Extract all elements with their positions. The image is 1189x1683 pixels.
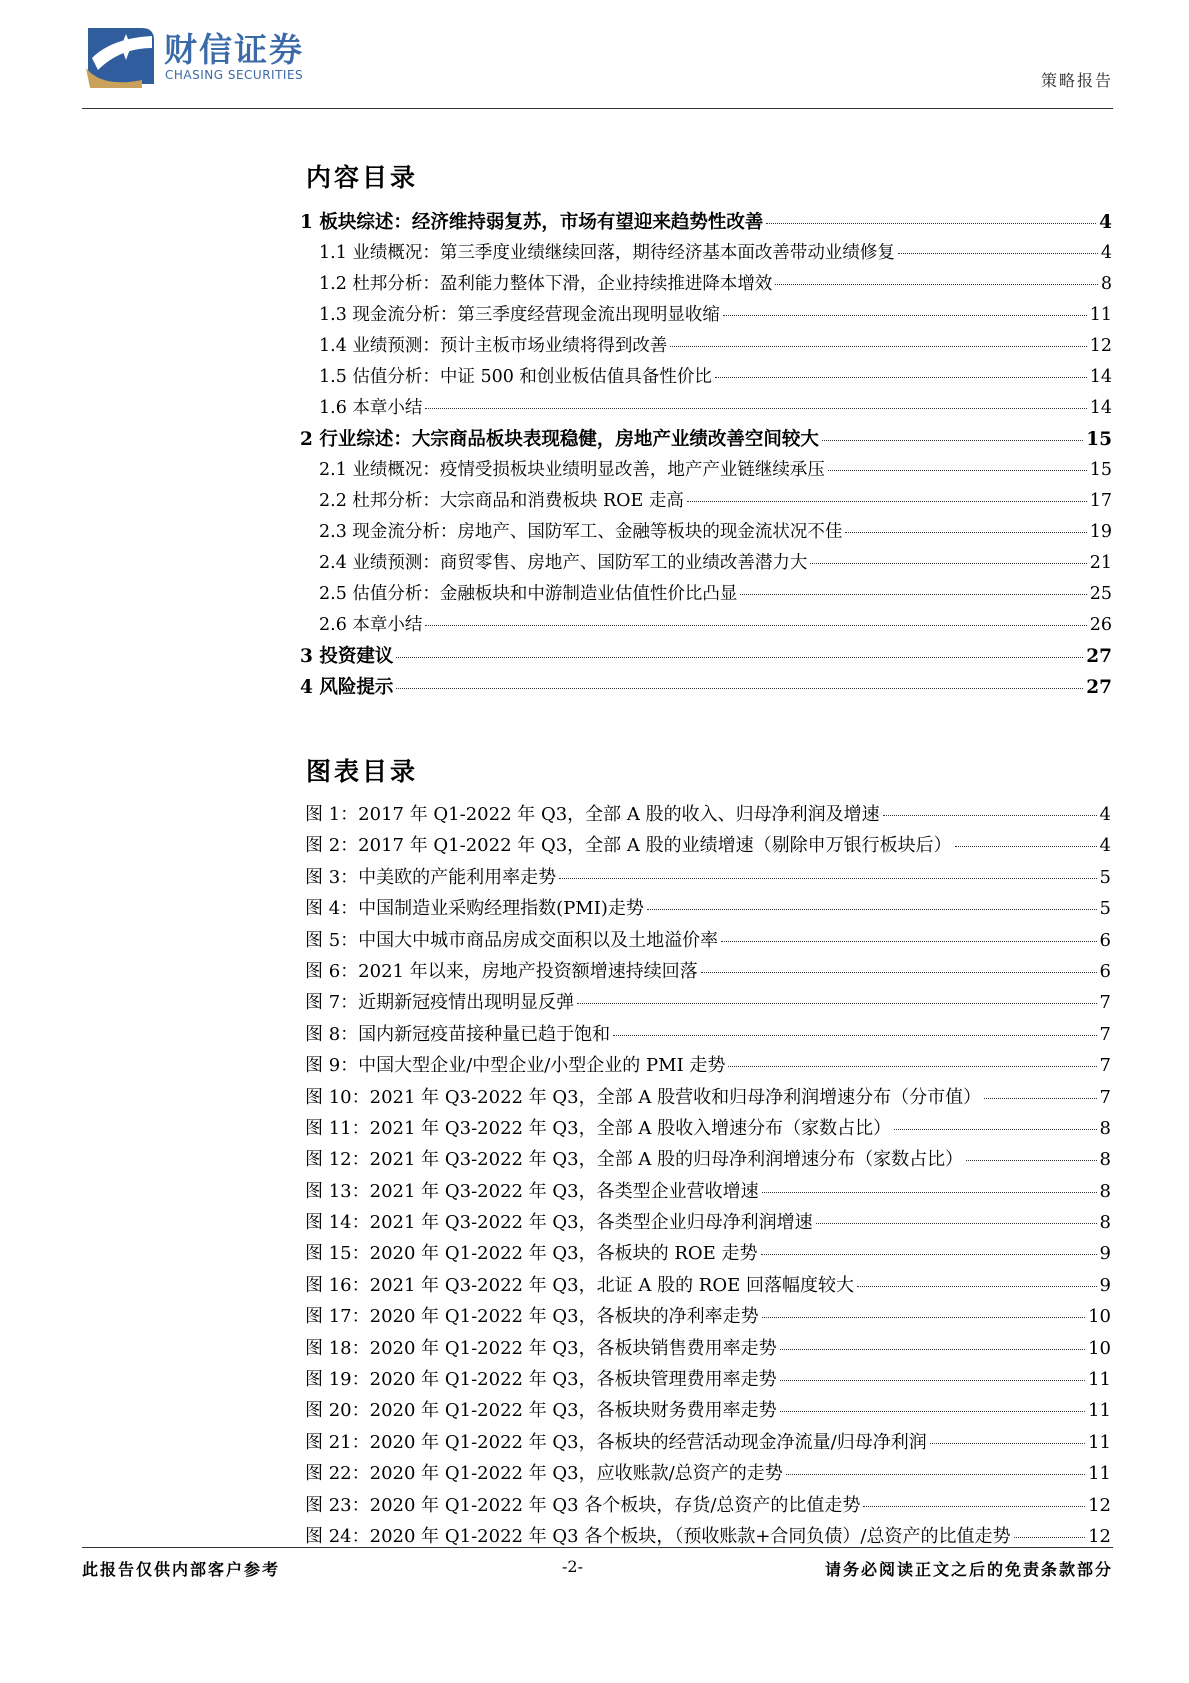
entry-page-number: 15 — [1089, 460, 1112, 480]
dot-leader — [728, 1066, 1096, 1067]
toc-entry[interactable] — [300, 332, 1112, 363]
entry-label: 1.3 现金流分析：第三季度经营现金流出现明显收缩 — [319, 305, 720, 325]
entry-label: 1.6 本章小结 — [319, 398, 423, 418]
dot-leader — [1014, 1537, 1086, 1538]
dot-leader — [775, 284, 1097, 285]
entry-page-number: 4 — [1099, 835, 1111, 857]
dot-leader — [845, 532, 1086, 533]
dot-leader — [559, 878, 1096, 879]
dot-leader — [780, 1349, 1085, 1350]
entry-page-number: 11 — [1088, 1369, 1111, 1391]
figure-entry[interactable] — [305, 957, 1111, 988]
dot-leader — [863, 1506, 1085, 1507]
entry-label: 图 18：2020 年 Q1-2022 年 Q3，各板块销售费用率走势 — [305, 1337, 777, 1359]
entry-label: 图 20：2020 年 Q1-2022 年 Q3，各板块财务费用率走势 — [305, 1400, 777, 1422]
page-header — [82, 14, 1113, 110]
figure-entry[interactable] — [305, 1428, 1111, 1459]
dot-leader — [396, 657, 1083, 658]
dot-leader — [762, 1192, 1097, 1193]
toc-entry[interactable] — [300, 301, 1112, 332]
entry-label: 图 24：2020 年 Q1-2022 年 Q3 各个板块，（预收账款+合同负债）/总资产的比值走势 — [305, 1525, 1011, 1547]
entry-label: 图 12：2021 年 Q3-2022 年 Q3，全部 A 股的归母净利润增速分布（家数占比） — [305, 1149, 964, 1171]
toc-entry[interactable] — [300, 518, 1112, 549]
entry-label: 2.2 杜邦分析：大宗商品和消费板块 ROE 走高 — [319, 491, 684, 511]
entry-page-number: 4 — [1099, 804, 1111, 825]
entry-page-number: 11 — [1088, 1463, 1111, 1485]
toc-title: 内容目录 — [306, 163, 419, 192]
entry-page-number: 5 — [1099, 866, 1111, 888]
figure-entry[interactable] — [305, 1145, 1111, 1176]
entry-label: 图 7：近期新冠疫情出现明显反弹 — [305, 992, 575, 1014]
toc-entry[interactable] — [300, 580, 1112, 611]
dot-leader — [822, 440, 1083, 441]
header-divider — [82, 108, 1113, 109]
entry-page-number: 19 — [1089, 522, 1112, 542]
entry-label: 图 2：2017 年 Q1-2022 年 Q3，全部 A 股的业绩增速（剔除申万银行板块后） — [305, 835, 952, 857]
toc-entry[interactable] — [300, 394, 1112, 425]
toc-entry[interactable] — [300, 549, 1112, 580]
figures-title: 图表目录 — [306, 757, 419, 786]
entry-label: 2.5 估值分析：金融板块和中游制造业估值性价比凸显 — [319, 584, 738, 604]
dot-leader — [955, 846, 1097, 847]
dot-leader — [396, 688, 1083, 689]
entry-page-number: 14 — [1089, 367, 1112, 387]
entry-page-number: 4 — [1099, 212, 1112, 233]
dot-leader — [966, 1160, 1096, 1161]
entry-label: 图 15：2020 年 Q1-2022 年 Q3，各板块的 ROE 走势 — [305, 1243, 758, 1265]
toc-entry[interactable] — [300, 270, 1112, 301]
dot-leader — [766, 223, 1096, 224]
dot-leader — [810, 563, 1086, 564]
entry-page-number: 8 — [1100, 274, 1112, 294]
entry-label: 3 投资建议 — [300, 646, 394, 667]
figure-entry[interactable] — [305, 926, 1111, 957]
entry-page-number: 27 — [1086, 646, 1112, 667]
page-footer — [82, 1551, 1113, 1581]
figure-entry[interactable] — [305, 1177, 1111, 1208]
dot-leader — [723, 315, 1087, 316]
dot-leader — [898, 253, 1098, 254]
entry-label: 2.6 本章小结 — [319, 615, 423, 635]
dot-leader — [984, 1098, 1096, 1099]
entry-label: 图 11：2021 年 Q3-2022 年 Q3，全部 A 股收入增速分布（家数占比） — [305, 1117, 892, 1139]
figure-entry[interactable] — [305, 1051, 1111, 1082]
dot-leader — [425, 408, 1086, 409]
entry-page-number: 10 — [1088, 1337, 1111, 1359]
dot-leader — [687, 501, 1087, 502]
entry-page-number: 10 — [1088, 1306, 1111, 1328]
entry-label: 4 风险提示 — [300, 677, 394, 698]
entry-page-number: 7 — [1099, 1055, 1111, 1077]
entry-label: 图 3：中美欧的产能利用率走势 — [305, 866, 557, 888]
entry-page-number: 14 — [1089, 398, 1112, 418]
entry-label: 图 17：2020 年 Q1-2022 年 Q3，各板块的净利率走势 — [305, 1306, 759, 1328]
figure-entry[interactable] — [305, 1208, 1111, 1239]
entry-label: 图 19：2020 年 Q1-2022 年 Q3，各板块管理费用率走势 — [305, 1369, 777, 1391]
entry-label: 图 16：2021 年 Q3-2022 年 Q3，北证 A 股的 ROE 回落幅度较大 — [305, 1274, 854, 1296]
entry-label: 1.2 杜邦分析：盈利能力整体下滑，企业持续推进降本增效 — [319, 274, 773, 294]
figures-list — [305, 800, 1111, 1553]
dot-leader — [894, 1129, 1096, 1130]
figure-entry[interactable] — [305, 988, 1111, 1019]
figure-entry[interactable] — [305, 1396, 1111, 1427]
figure-entry[interactable] — [305, 1459, 1111, 1490]
report-type: 策略报告 — [1040, 71, 1113, 90]
toc-entry[interactable] — [300, 425, 1112, 456]
dot-leader — [425, 625, 1086, 626]
entry-page-number: 4 — [1100, 243, 1112, 263]
entry-page-number: 6 — [1099, 929, 1111, 951]
figure-entry[interactable] — [305, 1271, 1111, 1302]
dot-leader — [670, 346, 1086, 347]
entry-page-number: 7 — [1099, 1023, 1111, 1045]
entry-label: 2.4 业绩预测：商贸零售、房地产、国防军工的业绩改善潜力大 — [319, 553, 808, 573]
entry-label: 2.3 现金流分析：房地产、国防军工、金融等板块的现金流状况不佳 — [319, 522, 843, 542]
entry-label: 2.1 业绩概况：疫情受损板块业绩明显改善，地产产业链继续承压 — [319, 460, 825, 480]
company-name-cn: 财信证券 — [164, 30, 304, 69]
entry-label: 图 8：国内新冠疫苗接种量已趋于饱和 — [305, 1023, 611, 1045]
toc-entry[interactable] — [300, 642, 1112, 673]
figure-entry[interactable] — [305, 1083, 1111, 1114]
entry-label: 图 14：2021 年 Q3-2022 年 Q3，各类型企业归母净利润增速 — [305, 1212, 813, 1234]
entry-label: 图 10：2021 年 Q3-2022 年 Q3，全部 A 股营收和归母净利润增速分布（分市值） — [305, 1086, 982, 1108]
toc-list — [300, 208, 1112, 704]
dot-leader — [762, 1317, 1085, 1318]
entry-page-number: 12 — [1089, 336, 1112, 356]
entry-page-number: 9 — [1099, 1274, 1111, 1296]
figure-entry[interactable] — [305, 1020, 1111, 1051]
dot-leader — [816, 1223, 1097, 1224]
figure-entry[interactable] — [305, 800, 1111, 831]
entry-label: 1.4 业绩预测：预计主板市场业绩将得到改善 — [319, 336, 668, 356]
entry-label: 图 23：2020 年 Q1-2022 年 Q3 各个板块，存货/总资产的比值走势 — [305, 1494, 861, 1516]
entry-label: 图 9：中国大型企业/中型企业/小型企业的 PMI 走势 — [305, 1055, 726, 1077]
figure-entry[interactable] — [305, 1365, 1111, 1396]
toc-entry[interactable] — [300, 456, 1112, 487]
dot-leader — [715, 377, 1087, 378]
toc-entry[interactable] — [300, 611, 1112, 642]
entry-page-number: 8 — [1099, 1149, 1111, 1171]
entry-label: 图 5：中国大中城市商品房成交面积以及土地溢价率 — [305, 929, 719, 951]
footer-divider — [82, 1547, 1113, 1548]
entry-label: 1.1 业绩概况：第三季度业绩继续回落，期待经济基本面改善带动业绩修复 — [319, 243, 895, 263]
entry-page-number: 17 — [1089, 491, 1112, 511]
entry-page-number: 12 — [1088, 1494, 1111, 1516]
entry-page-number: 9 — [1099, 1243, 1111, 1265]
entry-page-number: 11 — [1088, 1431, 1111, 1453]
figure-entry[interactable] — [305, 863, 1111, 894]
entry-page-number: 15 — [1086, 429, 1112, 450]
toc-entry[interactable] — [300, 208, 1112, 239]
page-number: -2- — [562, 1557, 583, 1576]
entry-page-number: 6 — [1099, 960, 1111, 982]
dot-leader — [647, 909, 1097, 910]
dot-leader — [701, 972, 1097, 973]
figure-entry[interactable] — [305, 1491, 1111, 1522]
entry-label: 图 6：2021 年以来，房地产投资额增速持续回落 — [305, 960, 698, 982]
figure-entry[interactable] — [305, 1522, 1111, 1553]
toc-entry[interactable] — [300, 487, 1112, 518]
footer-notice: 请务必阅读正文之后的免责条款部分 — [824, 1560, 1113, 1579]
figure-entry[interactable] — [305, 831, 1111, 862]
figure-entry[interactable] — [305, 1334, 1111, 1365]
entry-label: 图 13：2021 年 Q3-2022 年 Q3，各类型企业营收增速 — [305, 1180, 759, 1202]
entry-page-number: 26 — [1089, 615, 1112, 635]
dot-leader — [780, 1411, 1085, 1412]
company-logo-icon — [82, 18, 156, 88]
entry-page-number: 11 — [1088, 1400, 1111, 1422]
entry-page-number: 5 — [1099, 898, 1111, 920]
figure-entry[interactable] — [305, 1302, 1111, 1333]
dot-leader — [761, 1254, 1097, 1255]
dot-leader — [613, 1035, 1096, 1036]
entry-page-number: 12 — [1088, 1525, 1111, 1547]
dot-leader — [930, 1443, 1085, 1444]
dot-leader — [740, 594, 1086, 595]
figure-entry[interactable] — [305, 1239, 1111, 1270]
dot-leader — [883, 815, 1097, 816]
dot-leader — [721, 941, 1096, 942]
entry-page-number: 7 — [1099, 992, 1111, 1014]
entry-label: 1.5 估值分析：中证 500 和创业板估值具备性价比 — [319, 367, 712, 387]
entry-label: 图 4：中国制造业采购经理指数(PMI)走势 — [305, 898, 644, 920]
entry-page-number: 8 — [1099, 1212, 1111, 1234]
dot-leader — [828, 470, 1087, 471]
entry-page-number: 8 — [1099, 1117, 1111, 1139]
entry-page-number: 7 — [1099, 1086, 1111, 1108]
entry-page-number: 25 — [1089, 584, 1112, 604]
entry-page-number: 27 — [1086, 677, 1112, 698]
entry-page-number: 8 — [1099, 1180, 1111, 1202]
entry-label: 1 板块综述：经济维持弱复苏，市场有望迎来趋势性改善 — [300, 212, 764, 233]
entry-page-number: 11 — [1089, 305, 1112, 325]
entry-label: 图 1：2017 年 Q1-2022 年 Q3，全部 A 股的收入、归母净利润及增速 — [305, 804, 880, 825]
dot-leader — [857, 1286, 1097, 1287]
toc-entry[interactable] — [300, 363, 1112, 394]
company-name-en: CHASING SECURITIES — [165, 68, 304, 82]
entry-page-number: 21 — [1089, 553, 1112, 573]
figure-entry[interactable] — [305, 1114, 1111, 1145]
dot-leader — [786, 1474, 1085, 1475]
entry-label: 2 行业综述：大宗商品板块表现稳健，房地产业绩改善空间较大 — [300, 429, 819, 450]
figure-entry[interactable] — [305, 894, 1111, 925]
entry-label: 图 21：2020 年 Q1-2022 年 Q3，各板块的经营活动现金净流量/归母净利润 — [305, 1431, 927, 1453]
toc-entry[interactable] — [300, 239, 1112, 270]
entry-label: 图 22：2020 年 Q1-2022 年 Q3，应收账款/总资产的走势 — [305, 1463, 783, 1485]
toc-entry[interactable] — [300, 673, 1112, 704]
dot-leader — [780, 1380, 1085, 1381]
footer-disclaimer: 此报告仅供内部客户参考 — [82, 1560, 281, 1579]
dot-leader — [577, 1003, 1096, 1004]
